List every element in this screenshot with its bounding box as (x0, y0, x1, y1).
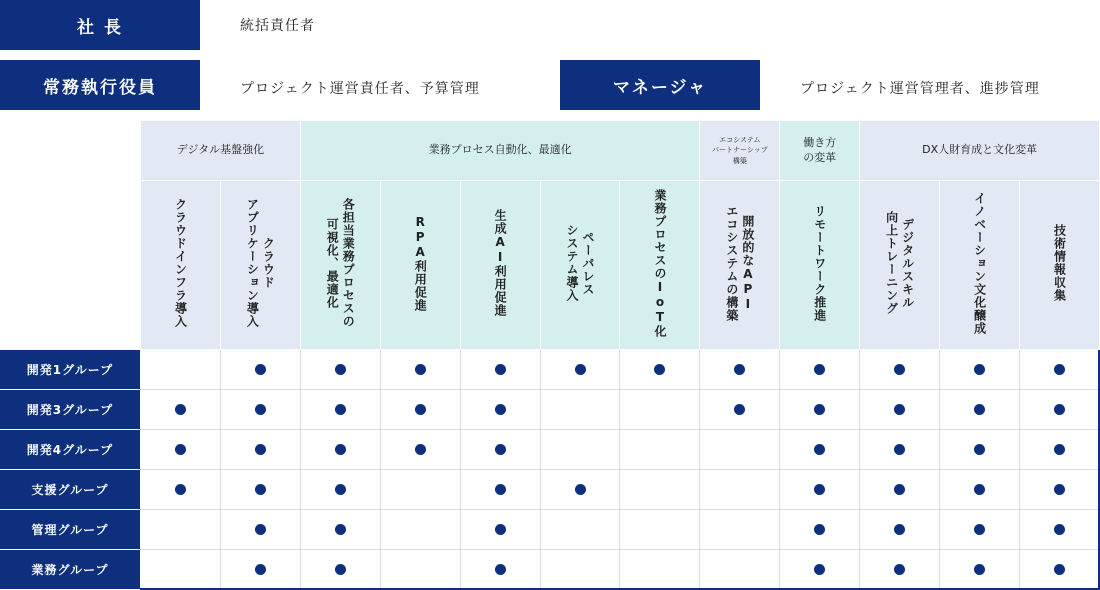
matrix-cell (780, 510, 860, 550)
participation-dot (335, 564, 346, 575)
participation-dot (495, 524, 506, 535)
matrix-cell (860, 390, 940, 430)
role-executive-description (240, 60, 480, 116)
participation-dot (734, 404, 745, 415)
matrix-cell (220, 470, 300, 510)
participation-dot (974, 404, 985, 415)
role-manager-description (800, 60, 1040, 116)
matrix-cell (860, 550, 940, 590)
matrix-cell (940, 510, 1020, 550)
role-president-desc-text: 統括責任者 (240, 18, 315, 34)
matrix-cell (220, 390, 300, 430)
participation-dot (175, 404, 186, 415)
matrix-cell (700, 510, 780, 550)
matrix-cell (860, 510, 940, 550)
matrix-cell (380, 470, 460, 510)
group-row (141, 390, 1100, 430)
participation-dot (575, 484, 586, 495)
initiative-matrix (140, 120, 1100, 590)
matrix-cell (940, 550, 1020, 590)
matrix-cell (1020, 550, 1100, 590)
participation-dot (1054, 524, 1065, 535)
matrix-cell (460, 350, 540, 390)
group-label (0, 550, 140, 589)
participation-dot (894, 564, 905, 575)
matrix-cell (940, 350, 1020, 390)
matrix-cell (1020, 350, 1100, 390)
matrix-cell (141, 390, 221, 430)
matrix-cell (700, 470, 780, 510)
matrix-cell (780, 430, 860, 470)
participation-dot (495, 364, 506, 375)
matrix-cell (1020, 430, 1100, 470)
group-row (141, 470, 1100, 510)
matrix-cell (780, 350, 860, 390)
subcategory-header (540, 181, 620, 350)
participation-dot (175, 444, 186, 455)
matrix-cell (620, 470, 700, 510)
matrix-cell (300, 470, 380, 510)
category-header-row (141, 121, 1100, 181)
matrix-cell (220, 350, 300, 390)
participation-dot (974, 444, 985, 455)
matrix-cell (540, 470, 620, 510)
matrix-cell (700, 390, 780, 430)
matrix-cell (380, 350, 460, 390)
group-label (0, 510, 140, 549)
participation-dot (894, 524, 905, 535)
participation-dot (335, 444, 346, 455)
matrix-cell (620, 350, 700, 390)
matrix-cell (141, 470, 221, 510)
group-row (141, 350, 1100, 390)
matrix-cell (780, 470, 860, 510)
category-label: デジタル基盤強化 (176, 143, 265, 157)
matrix-cell (380, 550, 460, 590)
group-label (0, 430, 140, 469)
matrix-cell (460, 510, 540, 550)
group-label-text: 管理グループ (31, 523, 109, 537)
participation-dot (255, 564, 266, 575)
participation-dot (575, 364, 586, 375)
subcategory-header (1020, 181, 1100, 350)
group-label (0, 470, 140, 509)
group-label-text: 開発4グループ (26, 443, 114, 457)
participation-dot (255, 484, 266, 495)
participation-dot (255, 364, 266, 375)
subcategory-header (700, 181, 780, 350)
subcategory-header-row (141, 181, 1100, 350)
participation-dot (255, 444, 266, 455)
subcategory-header (620, 181, 700, 350)
subcategory-header (780, 181, 860, 350)
participation-dot (415, 404, 426, 415)
participation-dot (894, 364, 905, 375)
participation-dot (814, 484, 825, 495)
matrix-cell (220, 430, 300, 470)
participation-dot (894, 444, 905, 455)
group-label-text: 開発3グループ (26, 403, 114, 417)
category-header (141, 121, 301, 181)
participation-dot (255, 404, 266, 415)
matrix-cell (620, 550, 700, 590)
matrix-cell (141, 350, 221, 390)
matrix-cell (1020, 510, 1100, 550)
category-header (780, 121, 860, 181)
matrix-cell (860, 430, 940, 470)
group-label (0, 350, 140, 389)
matrix-cell (620, 390, 700, 430)
participation-dot (1054, 364, 1065, 375)
role-executive-box (0, 60, 200, 110)
subcategory-header (940, 181, 1020, 350)
role-manager-title: マネージャ (612, 77, 708, 98)
matrix-cell (141, 430, 221, 470)
subcategory-label: デジタルスキル 向上トレーニング (884, 211, 915, 315)
subcategory-label: 技術情報収集 (1052, 224, 1067, 302)
subcategory-label: クラウドインフラ導入 (173, 198, 188, 328)
group-row (141, 550, 1100, 590)
participation-dot (175, 484, 186, 495)
category-label: 業務プロセス自動化、最適化 (428, 143, 572, 157)
group-row (141, 510, 1100, 550)
subcategory-header (141, 181, 221, 350)
matrix-cell (700, 350, 780, 390)
participation-dot (974, 524, 985, 535)
participation-dot (894, 484, 905, 495)
matrix-cell (460, 390, 540, 430)
subcategory-label: RPA利用促進 (413, 214, 428, 312)
participation-dot (1054, 444, 1065, 455)
category-label: DX人財育成と文化変革 (922, 143, 1038, 157)
participation-dot (974, 564, 985, 575)
participation-dot (1054, 564, 1065, 575)
matrix-cell (300, 510, 380, 550)
matrix-cell (940, 470, 1020, 510)
category-header (860, 121, 1100, 181)
participation-dot (335, 484, 346, 495)
matrix-cell (860, 350, 940, 390)
subcategory-label: 各担当業務プロセスの 可視化、最適化 (325, 198, 356, 328)
subcategory-label: 開放的なAPI エコシステムの構築 (724, 204, 755, 322)
participation-dot (814, 564, 825, 575)
participation-dot (814, 524, 825, 535)
participation-dot (654, 364, 665, 375)
matrix-cell (460, 430, 540, 470)
matrix-cell (300, 430, 380, 470)
category-header (700, 121, 780, 181)
participation-dot (415, 364, 426, 375)
role-manager-box (560, 60, 760, 110)
participation-dot (495, 404, 506, 415)
role-executive-desc-text: プロジェクト運営責任者、予算管理 (240, 81, 480, 97)
matrix-cell (380, 430, 460, 470)
participation-dot (974, 364, 985, 375)
participation-dot (974, 484, 985, 495)
participation-dot (495, 564, 506, 575)
participation-dot (894, 404, 905, 415)
matrix-cell (540, 510, 620, 550)
subcategory-label: ペーパレス システム導入 (565, 224, 596, 302)
participation-dot (814, 404, 825, 415)
participation-dot (415, 444, 426, 455)
group-label-text: 開発1グループ (26, 363, 114, 377)
matrix-cell (300, 390, 380, 430)
participation-dot (495, 484, 506, 495)
matrix-cell (220, 510, 300, 550)
participation-dot (1054, 484, 1065, 495)
subcategory-label: 業務プロセスのIoT化 (652, 188, 667, 338)
subcategory-header (380, 181, 460, 350)
matrix-cell (540, 350, 620, 390)
participation-dot (335, 404, 346, 415)
matrix-cell (141, 510, 221, 550)
matrix-cell (620, 430, 700, 470)
role-president-description (240, 0, 315, 50)
subcategory-header (300, 181, 380, 350)
subcategory-label: リモートワーク推進 (812, 204, 827, 322)
participation-dot (1054, 404, 1065, 415)
subcategory-header (860, 181, 940, 350)
subcategory-label: 生成AI利用促進 (493, 209, 508, 317)
matrix-cell (460, 470, 540, 510)
matrix-cell (940, 390, 1020, 430)
matrix-cell (860, 470, 940, 510)
role-executive-title: 常務執行役員 (43, 77, 157, 98)
group-label-text: 支援グループ (31, 483, 109, 497)
matrix-cell (620, 510, 700, 550)
matrix-cell (940, 430, 1020, 470)
subcategory-header (220, 181, 300, 350)
matrix-cell (141, 550, 221, 590)
participation-dot (335, 364, 346, 375)
matrix-cell (300, 350, 380, 390)
matrix-cell (700, 550, 780, 590)
participation-dot (495, 444, 506, 455)
matrix-cell (1020, 470, 1100, 510)
subcategory-header (460, 181, 540, 350)
participation-dot (814, 444, 825, 455)
group-row (141, 430, 1100, 470)
category-label: 働き方 の変革 (803, 135, 837, 164)
matrix-cell (540, 550, 620, 590)
category-label: エコシステム パートナーシップ 構築 (711, 135, 768, 165)
matrix-cell (460, 550, 540, 590)
matrix-cell (300, 550, 380, 590)
role-manager-desc-text: プロジェクト運営管理者、進捗管理 (800, 81, 1040, 97)
matrix-cell (540, 390, 620, 430)
group-label-text: 業務グループ (31, 563, 109, 577)
role-president-box (0, 0, 200, 50)
participation-dot (335, 524, 346, 535)
participation-dot (734, 364, 745, 375)
matrix-cell (380, 510, 460, 550)
subcategory-label: クラウド アプリケーション導入 (245, 198, 276, 328)
matrix-cell (540, 430, 620, 470)
group-label (0, 390, 140, 429)
matrix-cell (220, 550, 300, 590)
matrix-body (141, 350, 1100, 590)
participation-dot (255, 524, 266, 535)
role-president-title: 社 長 (77, 17, 123, 38)
category-header (300, 121, 700, 181)
matrix-cell (700, 430, 780, 470)
subcategory-label: イノベーション文化醸成 (972, 191, 987, 335)
participation-dot (814, 364, 825, 375)
matrix-cell (780, 390, 860, 430)
matrix-cell (780, 550, 860, 590)
matrix-cell (1020, 390, 1100, 430)
matrix-cell (380, 390, 460, 430)
